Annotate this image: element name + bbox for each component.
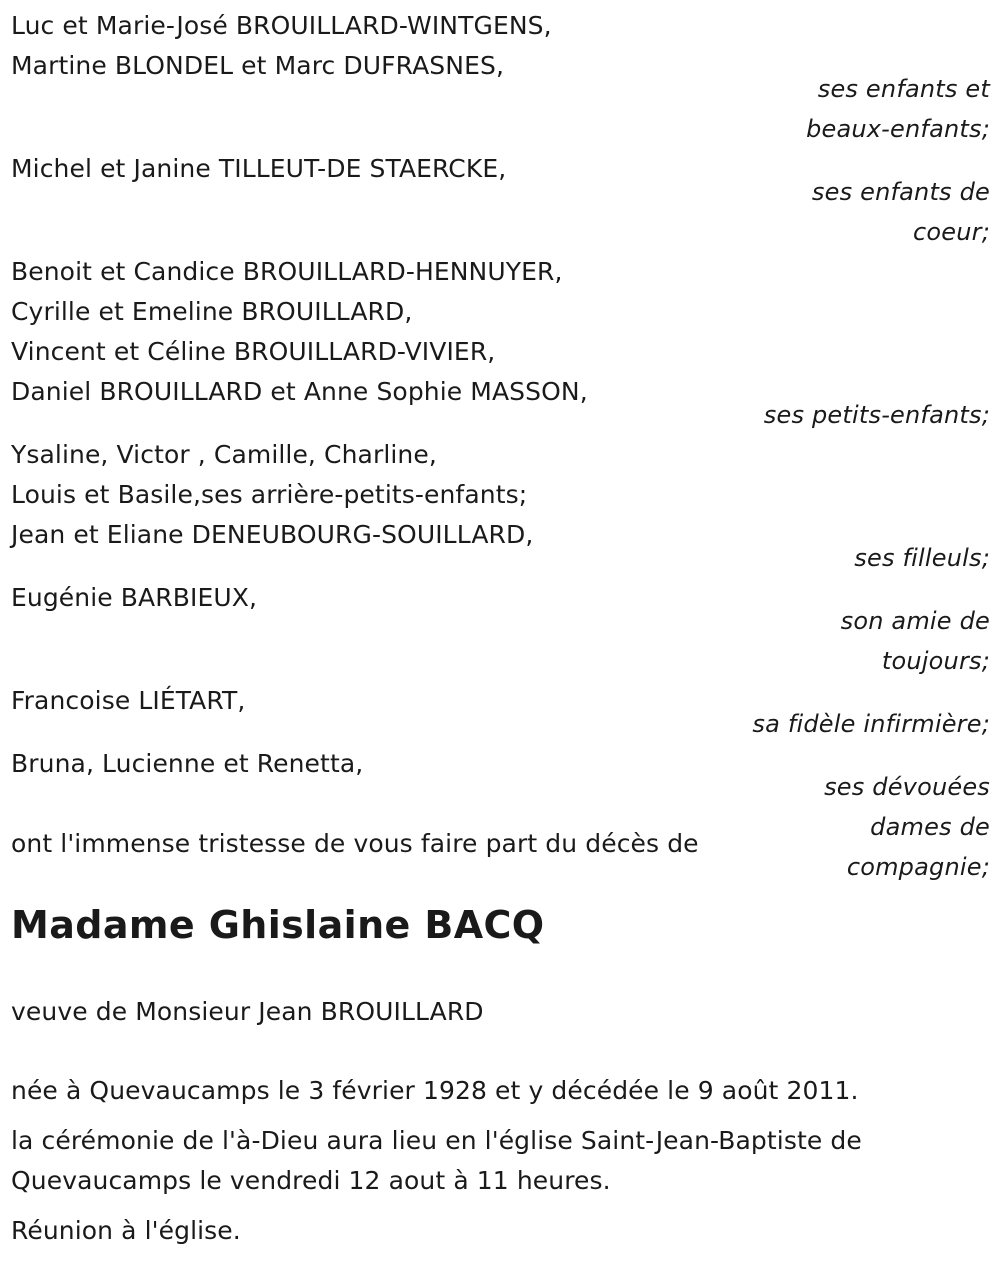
role-children-1: ses enfants et xyxy=(817,75,990,103)
role-grandchildren: ses petits-enfants; xyxy=(763,401,990,429)
family-line-heart-children: Michel et Janine TILLEUT-DE STAERCKE, xyxy=(11,154,507,183)
widow-of-line: veuve de Monsieur Jean BROUILLARD xyxy=(11,997,484,1026)
role-heart-children-1: ses enfants de xyxy=(811,178,990,206)
ceremony-line-2: Quevaucamps le vendredi 12 aout à 11 heures. xyxy=(11,1166,611,1195)
deceased-name: Madame Ghislaine BACQ xyxy=(11,903,545,947)
family-line-great-grandchildren-1: Ysaline, Victor , Camille, Charline, xyxy=(11,440,437,469)
role-heart-children-2: coeur; xyxy=(912,218,990,246)
announcement-text: ont l'immense tristesse de vous faire part du décès de xyxy=(11,829,699,858)
family-line-godchildren: Jean et Eliane DENEUBOURG-SOUILLARD, xyxy=(11,520,534,549)
role-friend-1: son amie de xyxy=(840,607,990,635)
role-companions-3: compagnie; xyxy=(846,853,990,881)
family-line-great-grandchildren-2: Louis et Basile,ses arrière-petits-enfants; xyxy=(11,480,528,509)
meeting-line: Réunion à l'église. xyxy=(11,1216,241,1245)
ceremony-line-1: la cérémonie de l'à-Dieu aura lieu en l'église Saint-Jean-Baptiste de xyxy=(11,1126,862,1155)
birth-death-line: née à Quevaucamps le 3 février 1928 et y décédée le 9 août 2011. xyxy=(11,1076,859,1105)
family-line-grandchildren-1: Benoit et Candice BROUILLARD-HENNUYER, xyxy=(11,257,563,286)
role-friend-2: toujours; xyxy=(881,647,990,675)
family-line-grandchildren-3: Vincent et Céline BROUILLARD-VIVIER, xyxy=(11,337,496,366)
family-line-grandchildren-2: Cyrille et Emeline BROUILLARD, xyxy=(11,297,413,326)
family-line-nurse: Francoise LIÉTART, xyxy=(11,686,246,715)
role-children-2: beaux-enfants; xyxy=(806,115,990,143)
family-line-children-2: Martine BLONDEL et Marc DUFRASNES, xyxy=(11,51,504,80)
role-nurse: sa fidèle infirmière; xyxy=(752,710,990,738)
role-companions-1: ses dévouées xyxy=(824,773,990,801)
family-line-grandchildren-4: Daniel BROUILLARD et Anne Sophie MASSON, xyxy=(11,377,588,406)
family-line-children-1: Luc et Marie-José BROUILLARD-WINTGENS, xyxy=(11,11,552,40)
role-godchildren: ses filleuls; xyxy=(854,544,990,572)
family-line-companions: Bruna, Lucienne et Renetta, xyxy=(11,749,364,778)
role-companions-2: dames de xyxy=(870,813,990,841)
family-line-friend: Eugénie BARBIEUX, xyxy=(11,583,258,612)
